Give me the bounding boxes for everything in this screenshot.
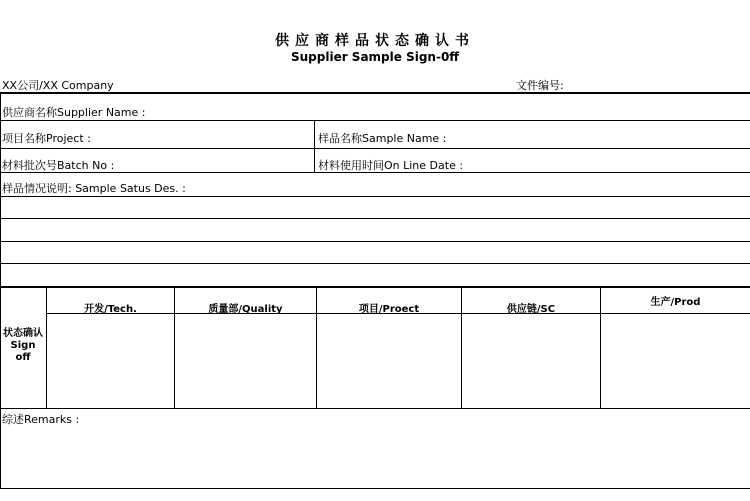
row-divider — [0, 196, 750, 197]
company-label: XX公司/XX Company — [2, 79, 114, 92]
supplier-name-label: 供应商名称Supplier Name : — [2, 106, 146, 119]
sample-status-description-label: 样品情况说明: Sample Satus Des. : — [2, 182, 186, 195]
signoff-column-header-project: 项目/Proect — [358, 304, 420, 315]
document-title-english: Supplier Sample Sign-0ff — [290, 50, 460, 64]
remarks-top-border — [0, 408, 750, 409]
form-left-border — [0, 92, 1, 489]
row-divider — [0, 218, 750, 219]
row-divider — [0, 148, 750, 149]
signoff-row-label: 状态确认 Sign off — [3, 328, 43, 363]
signoff-column-header-production: 生产/Prod — [650, 297, 701, 308]
sample-name-label: 样品名称Sample Name : — [318, 132, 447, 145]
signoff-column-header-quality: 质量部/Quality — [208, 304, 283, 315]
signoff-column-header-supply-chain: 供应链/SC — [506, 304, 556, 315]
online-date-label: 材料使用时间On Line Date : — [318, 159, 464, 172]
row-divider — [0, 241, 750, 242]
document-title-chinese: 供应商样品状态确认书 — [275, 33, 475, 49]
remarks-label: 综述Remarks : — [2, 413, 80, 426]
row-divider — [0, 120, 750, 121]
field-column-divider — [314, 120, 315, 172]
form-bottom-border — [0, 488, 750, 489]
project-label: 项目名称Project : — [2, 132, 91, 145]
form-top-border — [0, 92, 750, 94]
row-divider — [0, 263, 750, 264]
signoff-top-border — [0, 286, 750, 288]
batch-no-label: 材料批次号Batch No : — [2, 159, 115, 172]
signoff-column-header-tech: 开发/Tech. — [84, 304, 137, 315]
file-number-label: 文件编号: — [516, 79, 564, 92]
